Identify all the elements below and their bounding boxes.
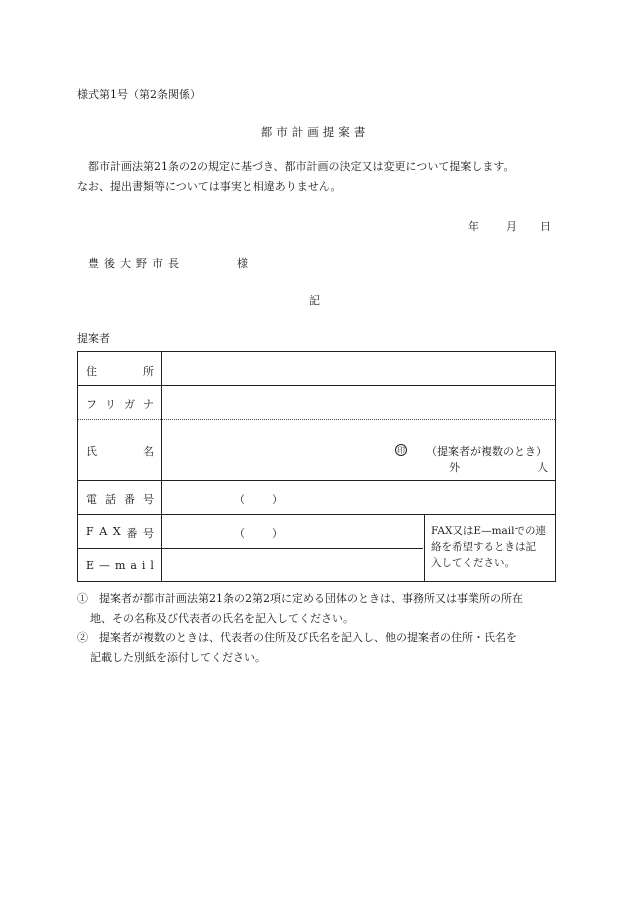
email-field[interactable] [162, 549, 423, 580]
furigana-label: フ リ ガ ナ [86, 398, 154, 411]
proposer-section-label: 提案者 [77, 332, 110, 345]
date-month-label: 月 [506, 220, 517, 233]
others-suffix: 人 [537, 461, 548, 474]
fax-area-paren-open: （ [234, 527, 245, 540]
fax-field[interactable] [162, 515, 423, 547]
addressee-name: 豊後大野市長 [88, 257, 184, 270]
name-label: 氏 名 [86, 445, 154, 458]
address-label: 住 所 [86, 365, 154, 378]
body-text-line-1: 都市計画法第21条の2の規定に基づき、都市計画の決定又は変更について提案します。 [88, 160, 515, 173]
email-label: E — m a i l [86, 559, 154, 572]
furigana-field[interactable] [162, 386, 555, 418]
fax-label: F A X 番 号 [86, 525, 154, 540]
note-column-divider [424, 514, 425, 581]
ki-heading: 記 [309, 294, 320, 307]
contact-note-line-2: 絡を希望するときは記 [431, 541, 536, 553]
phone-area-paren-close: ） [272, 493, 283, 506]
phone-label: 電 話 番 号 [86, 493, 154, 506]
footnote-2-line-2: 記載した別紙を添付してください。 [90, 651, 266, 664]
address-field[interactable] [162, 353, 555, 384]
others-prefix: 外 [449, 461, 460, 474]
contact-note-line-3: 入してください。 [431, 557, 515, 569]
proposer-form-table [77, 351, 556, 582]
fax-area-paren-close: ） [272, 527, 283, 540]
phone-field[interactable] [162, 481, 555, 513]
document-title: 都市計画提案書 [260, 125, 370, 139]
seal-mark: 印 [397, 445, 405, 455]
footnote-1-line-1: ① 提案者が都市計画法第21条の2第2項に定める団体のときは、事務所又は事業所の所在 [77, 592, 523, 605]
contact-note-line-1: FAX又はE—mailでの連 [431, 525, 547, 537]
footnote-2-line-1: ② 提案者が複数のときは、代表者の住所及び氏名を記入し、他の提案者の住所・氏名を [77, 631, 517, 644]
addressee-honorific: 様 [237, 257, 248, 270]
form-number: 様式第1号（第2条関係） [77, 88, 201, 101]
body-text-line-2: なお、提出書類等については事実と相違ありません。 [77, 180, 342, 193]
date-year-label: 年 [468, 220, 479, 233]
footnote-1-line-2: 地、その名称及び代表者の氏名を記入してください。 [90, 612, 354, 625]
date-day-label: 日 [540, 220, 551, 233]
multiple-proposers-note: （提案者が複数のとき） [426, 445, 547, 458]
phone-area-paren-open: （ [234, 493, 245, 506]
